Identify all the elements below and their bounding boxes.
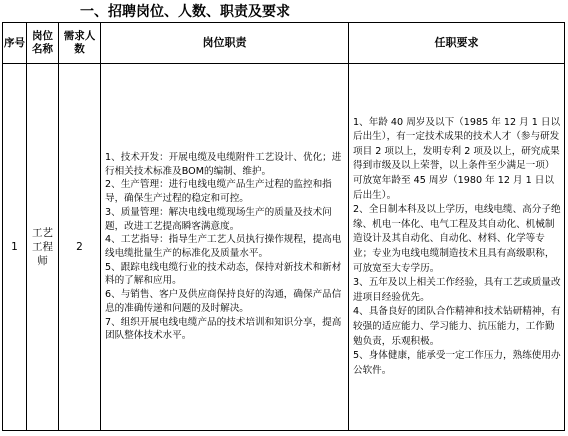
header-count: 需求人数: [59, 23, 101, 64]
recruitment-table: [2, 22, 565, 431]
header-seq: 序号: [3, 23, 27, 64]
header-duties: 岗位职责: [101, 23, 349, 64]
cell-seq: 1: [3, 64, 27, 431]
duty-item: 3、质量管理：解决电线电缆现场生产的质量及技术问题，改进工艺提高瞬客满意度。: [105, 206, 332, 232]
cell-requirements: [349, 64, 565, 431]
duty-item: 5、跟踪电线电缆行业的技术动态，保持对新技术和新材料的了解和应用。: [105, 261, 342, 287]
duty-item: 4、工艺指导：指导生产工艺人员执行操作规程，提高电线电缆批量生产的标准化及质量水平。: [105, 234, 342, 259]
duty-item: 2、生产管理：进行电线电缆产品生产过程的监控和指导，确保生产过程的稳定和可控。: [105, 179, 332, 205]
cell-count: 2: [59, 64, 101, 431]
section-title: 一、招聘岗位、人数、职责及要求: [80, 4, 290, 20]
requirement-item: 1、年龄 40 周岁及以下（1985 年 12 月 1 日以后出生），有一定技术成果的技术人才（参与研发项目 2 项以上，发明专利 2 项及以上，研究成果得到市级及以上荣誉，以上条件至少满足一项）可放宽年龄至 45 周岁（1980 年 12 月 1 日以后出生）。: [353, 116, 561, 201]
requirement-item: 4、具备良好的团队合作精神和技术钻研精神，有较强的适应能力、学习能力、抗压能力，工作勤勉负责，乐观积极。: [353, 306, 561, 347]
table-row: [3, 64, 565, 431]
requirement-item: 3、五年及以上相关工作经验，具有工艺或质量改进项目经验优先。: [353, 277, 561, 303]
cell-position: 工艺工程师: [27, 64, 59, 431]
requirement-item: 5、身体健康，能承受一定工作压力，熟练使用办公软件。: [353, 350, 561, 376]
header-requirements: 任职要求: [349, 23, 565, 64]
cell-duties: [101, 64, 349, 431]
duty-item: 6、与销售、客户及供应商保持良好的沟通，确保产品信息的准确传递和问题的及时解决。: [105, 289, 342, 314]
header-position: 岗位名称: [27, 23, 59, 64]
header-row: [3, 23, 565, 64]
duty-item: 7、组织开展电线电缆产品的技术培训和知识分享，提高团队整体技术水平。: [105, 316, 342, 342]
duty-item: 1、技术开发：开展电缆及电缆附件工艺设计、优化；进行相关技术标准及BOM的编制、维护。: [105, 152, 342, 177]
requirement-item: 2、全日制本科及以上学历，电线电缆、高分子绝缘、机电一体化、电气工程及其自动化、机械制造设计及其自动化、自动化、材料、化学等专业；专业为电线电缆制造技术且具有高级职称，可放宽至大专学历。: [353, 204, 561, 274]
